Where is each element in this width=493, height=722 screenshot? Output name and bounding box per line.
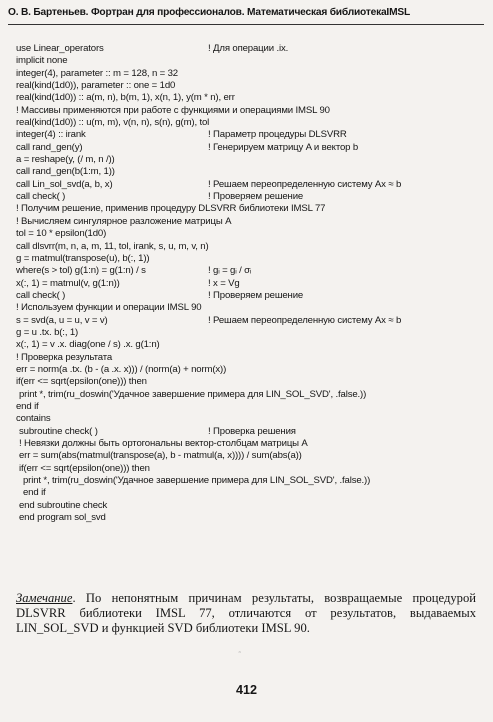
code-statement: tol = 10 * epsilon(1d0): [16, 228, 107, 240]
code-line: [16, 376, 486, 388]
code-statement: real(kind(1d0)), parameter :: one = 1d0: [16, 80, 176, 92]
code-statement: real(kind(1d0)) :: u(m, m), v(n, n), s(n), g(m), tol: [16, 117, 210, 129]
code-line: [16, 401, 486, 413]
code-line: [16, 92, 486, 104]
code-line: [16, 352, 486, 364]
code-statement: ! Проверка результата: [16, 351, 113, 363]
running-header: О. В. Бартеньев. Фортран для профессионалов. Математическая библиотекаIMSL: [8, 7, 410, 18]
remark-text: . По непонятным причинам результаты, возвращаемые процедурой DLSVRR библиотеки IMSL 77, отличаются от результатов, выдаваемых LIN_SOL_SVD и функцией SVD библиотеки IMSL 90.: [16, 591, 476, 636]
code-statement: ! Массивы применяются при работе с функциями и операциями IMSL 90: [16, 104, 330, 116]
code-statement: x(:, 1) = v .x. diag(one / s) .x. g(1:n): [16, 339, 160, 351]
code-line: [16, 43, 486, 55]
code-comment: ! Для операции .ix.: [208, 43, 289, 54]
code-statement: g = u .tx. b(:, 1): [16, 326, 79, 338]
code-statement: end program sol_svd: [19, 512, 106, 524]
code-line: [16, 315, 486, 327]
code-statement: end if: [16, 400, 39, 412]
code-statement: ! Невязки должны быть ортогональны вектор-столбцам матрицы A: [19, 438, 308, 449]
code-comment: ! Проверяем решение: [208, 289, 304, 301]
code-comment: ! x = Vg: [208, 277, 240, 289]
code-statement: ! Используем функции и операции IMSL 90: [16, 302, 202, 314]
code-statement: integer(4) :: irank: [16, 129, 86, 141]
code-statement: integer(4), parameter :: m = 128, n = 32: [16, 67, 178, 79]
code-comment: ! gᵢ = gᵢ / σᵢ: [208, 265, 252, 277]
remark-label: Замечание: [16, 591, 73, 605]
code-line: [16, 228, 486, 240]
code-line: [16, 117, 486, 129]
header-rule: [8, 24, 484, 25]
code-line: [16, 129, 486, 141]
code-statement: call rand_gen(y): [16, 141, 83, 153]
code-statement: print *, trim(ru_doswin('Удачное завершение примера для LIN_SOL_SVD', .false.)): [23, 475, 371, 487]
code-comment: ! Решаем переопределенную систему Ax ≈ b: [208, 314, 402, 326]
code-statement: if(err <= sqrt(epsilon(one))) then: [19, 462, 150, 474]
code-statement: call Lin_sol_svd(a, b, x): [16, 178, 113, 190]
code-statement: use Linear_operators: [16, 43, 104, 54]
code-line: [16, 253, 486, 265]
code-line: [16, 105, 486, 117]
code-comment: ! Проверяем решение: [208, 191, 304, 203]
code-line: [16, 80, 486, 92]
code-comment: ! Генерируем матрицу A и вектор b: [208, 141, 359, 153]
code-line: [16, 142, 486, 154]
code-line: [16, 339, 486, 351]
code-line: [16, 389, 486, 401]
code-line: [16, 55, 486, 67]
code-comment: ! Решаем переопределенную систему Ax ≈ b: [208, 178, 402, 190]
code-line: [16, 203, 486, 215]
code-line: [16, 154, 486, 166]
code-listing: [16, 43, 486, 524]
code-statement: ! Получим решение, применив процедуру DLSVRR библиотеки IMSL 77: [16, 203, 326, 215]
code-statement: g = matmul(transpose(u), b(:, 1)): [16, 252, 150, 264]
code-line: [16, 438, 486, 450]
code-statement: err = norm(a .tx. (b - (a .x. x))) / (norm(a) + norm(x)): [16, 363, 227, 375]
code-line: [16, 364, 486, 376]
code-line: [16, 290, 486, 302]
code-line: [16, 278, 486, 290]
code-statement: if(err <= sqrt(epsilon(one))) then: [16, 376, 147, 388]
code-statement: end subroutine check: [19, 499, 108, 511]
code-line: [16, 426, 486, 438]
code-statement: contains: [16, 413, 51, 425]
code-line: [16, 500, 486, 512]
code-statement: where(s > tol) g(1:n) = g(1:n) / s: [16, 265, 146, 277]
remark-paragraph: [16, 591, 476, 637]
page-number: 412: [235, 683, 257, 697]
code-line: [16, 265, 486, 277]
code-comment: ! Параметр процедуры DLSVRR: [208, 129, 347, 141]
code-statement: a = reshape(y, (/ m, n /)): [16, 154, 115, 166]
code-line: [16, 512, 486, 524]
code-statement: call rand_gen(b(1:m, 1)): [16, 166, 115, 178]
code-line: [16, 327, 486, 339]
print-speck: ˜: [238, 651, 242, 659]
code-line: [16, 166, 486, 178]
code-comment: ! Проверка решения: [208, 425, 296, 437]
code-statement: call check( ): [16, 289, 66, 301]
code-statement: print *, trim(ru_doswin('Удачное завершение примера для LIN_SOL_SVD', .false.)): [19, 388, 367, 400]
code-line: [16, 487, 486, 499]
code-line: [16, 191, 486, 203]
code-statement: subroutine check( ): [19, 425, 98, 437]
code-statement: x(:, 1) = matmul(v, g(1:n)): [16, 277, 120, 289]
code-line: [16, 450, 486, 462]
code-line: [16, 179, 486, 191]
code-line: [16, 463, 486, 475]
code-statement: ! Вычисляем сингулярное разложение матрицы A: [16, 215, 232, 227]
code-statement: call dlsvrr(m, n, a, m, 11, tol, irank, s, u, m, v, n): [16, 240, 209, 252]
code-statement: real(kind(1d0)) :: a(m, n), b(m, 1), x(n, 1), y(m * n), err: [16, 92, 235, 104]
code-statement: call check( ): [16, 191, 66, 203]
code-statement: s = svd(a, u = u, v = v): [16, 314, 108, 326]
code-line: [16, 413, 486, 425]
code-statement: end if: [23, 487, 46, 499]
code-line: [16, 216, 486, 228]
code-line: [16, 68, 486, 80]
code-statement: err = sum(abs(matmul(transpose(a), b - matmul(a, x)))) / sum(abs(a)): [19, 450, 302, 462]
code-line: [16, 475, 486, 487]
code-line: [16, 241, 486, 253]
code-statement: implicit none: [16, 55, 68, 67]
code-line: [16, 302, 486, 314]
